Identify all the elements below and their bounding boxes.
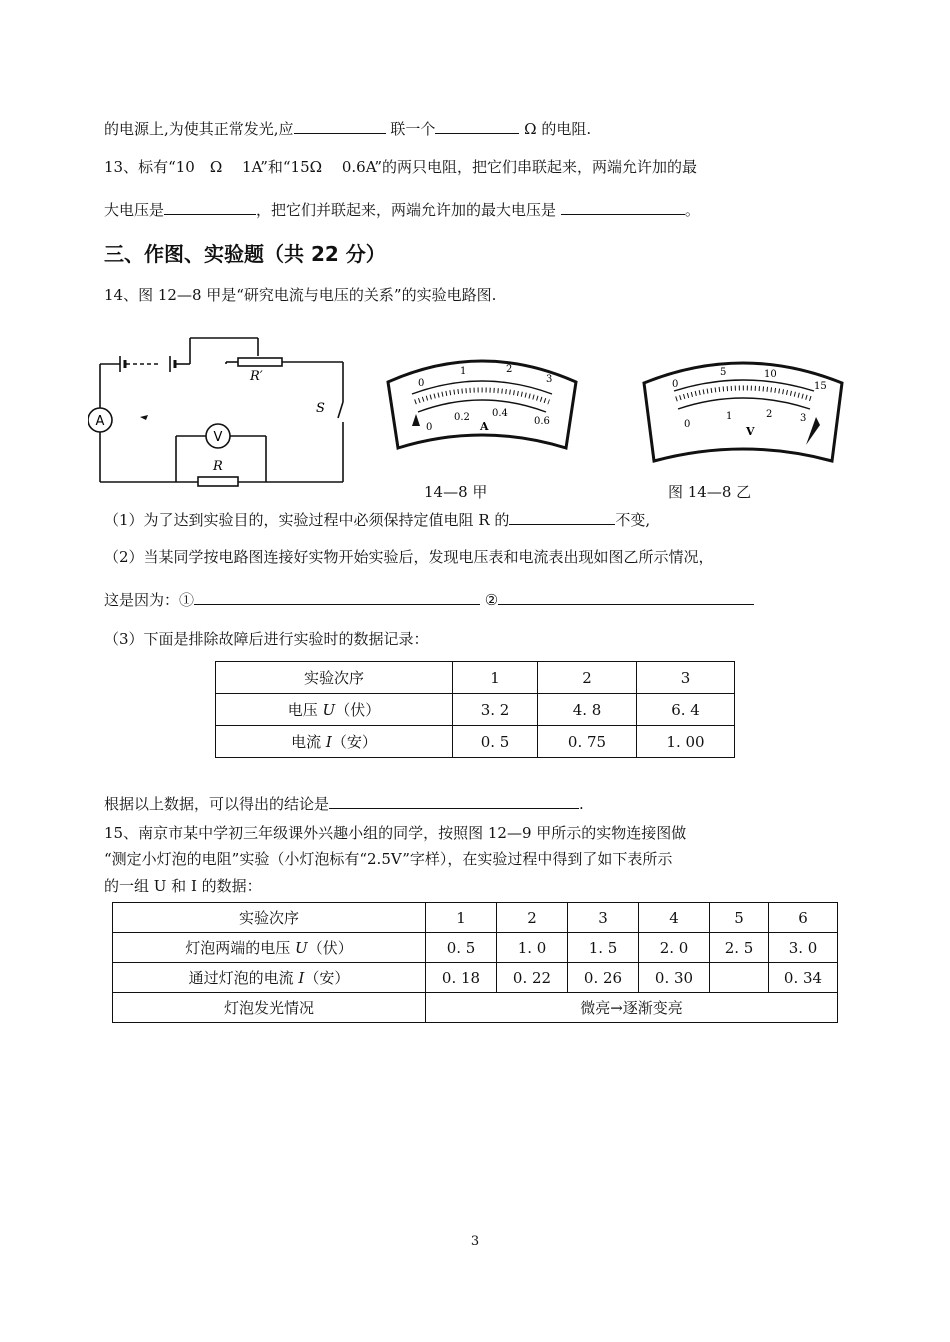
table-cell	[113, 933, 426, 963]
row-unit: （安）	[331, 733, 377, 751]
text: 大电压是	[104, 201, 165, 219]
table-cell: 实验次序	[216, 662, 453, 694]
text: 根据以上数据，可以得出的结论是	[104, 795, 330, 813]
page-number: 3	[470, 1234, 480, 1249]
ammeter-dial	[382, 352, 582, 470]
text: （1）为了达到实验目的，实验过程中必须保持定值电阻 R 的	[104, 511, 510, 529]
answer-blank[interactable]	[164, 200, 256, 215]
scale-label: 15	[814, 381, 827, 392]
table-row	[216, 726, 735, 758]
data-table-2	[112, 902, 838, 1023]
text: 。	[684, 201, 700, 219]
table-cell: 4. 8	[538, 694, 637, 726]
row-label: 电压	[287, 701, 323, 719]
scale-label: 0.6	[534, 416, 550, 427]
scale-label: 1	[726, 411, 733, 422]
table-cell	[216, 726, 453, 758]
text: 联一个	[390, 120, 436, 138]
answer-blank[interactable]	[329, 794, 579, 809]
question-13-cont	[104, 199, 700, 220]
text: ，把它们并联起来，两端允许加的最大电压是	[256, 201, 557, 219]
scale-label: 0	[684, 419, 691, 430]
row-label: 灯泡两端的电压	[185, 939, 296, 957]
data-table-1	[215, 661, 735, 758]
unit-label: V	[746, 425, 755, 438]
answer-blank[interactable]	[294, 119, 386, 134]
table-cell: 6. 4	[637, 694, 735, 726]
figure-caption: 14—8 甲	[424, 483, 488, 501]
table-row	[216, 694, 735, 726]
text: 这是因为：①	[104, 591, 195, 609]
text: .	[579, 795, 584, 813]
scale-label: 2	[506, 364, 513, 375]
table-cell: 0. 26	[568, 963, 639, 993]
section-heading: 三、作图、实验题（共 22 分）	[104, 242, 386, 266]
scale-label: 10	[764, 369, 777, 380]
resistor-label: R	[213, 459, 223, 474]
table-cell: 3. 2	[453, 694, 538, 726]
table-cell: 1. 5	[568, 933, 639, 963]
table-cell: 0. 22	[497, 963, 568, 993]
circuit-diagram	[88, 330, 363, 490]
scale-label: 0.4	[492, 408, 508, 419]
voltmeter-dial	[638, 355, 848, 473]
voltmeter-label: V	[213, 430, 223, 445]
table-cell: 0. 75	[538, 726, 637, 758]
scale-label: 0	[426, 422, 433, 433]
table-row	[113, 993, 838, 1023]
question-15-cont: “测定小灯泡的电阻”实验（小灯泡标有“2.5V”字样），在实验过程中得到了如下表所示	[104, 850, 673, 868]
text: ②	[484, 591, 499, 609]
table-row	[113, 933, 838, 963]
answer-blank[interactable]	[435, 119, 519, 134]
answer-blank[interactable]	[194, 590, 480, 605]
table-cell: 3	[637, 662, 735, 694]
scale-label: 3	[800, 413, 807, 424]
table-cell: 1	[453, 662, 538, 694]
ammeter-label: A	[95, 414, 105, 429]
row-unit: （伏）	[335, 701, 381, 719]
row-unit: （安）	[304, 969, 350, 987]
scale-label: 0.2	[454, 412, 470, 423]
table-cell: 0. 5	[426, 933, 497, 963]
row-label: 电流	[291, 733, 326, 751]
switch-label: S	[316, 401, 325, 416]
table-cell: 2. 5	[710, 933, 769, 963]
question-14-3: （3）下面是排除故障后进行实验时的数据记录：	[104, 630, 429, 648]
table-cell	[113, 963, 426, 993]
table-cell	[216, 694, 453, 726]
table-cell: 1. 00	[637, 726, 735, 758]
table-cell: 4	[639, 903, 710, 933]
table-cell: 微亮→逐渐变亮	[426, 993, 838, 1023]
table-header-row	[113, 903, 838, 933]
table-cell: 2	[497, 903, 568, 933]
table-cell: 2. 0	[639, 933, 710, 963]
table-cell	[710, 963, 769, 993]
text: 的电源上,为使其正常发光,应	[104, 120, 294, 138]
table-row	[113, 963, 838, 993]
unit-label: A	[480, 420, 489, 433]
figure-caption: 图 14—8 乙	[668, 483, 752, 501]
symbol-i: I	[298, 969, 305, 987]
question-13: 13、标有“10 Ω 1A”和“15Ω 0.6A”的两只电阻，把它们串联起来，两端允许加的最	[104, 158, 698, 176]
table-cell: 2	[538, 662, 637, 694]
table-cell: 0. 34	[769, 963, 838, 993]
question-15: 15、南京市某中学初三年级课外兴趣小组的同学，按照图 12—9 甲所示的实物连接图做	[104, 824, 687, 842]
text: Ω 的电阻.	[524, 120, 592, 138]
table-cell: 0. 18	[426, 963, 497, 993]
table-header-row	[216, 662, 735, 694]
scale-label: 0	[418, 378, 425, 389]
question-14-1	[104, 509, 650, 530]
table-cell: 灯泡发光情况	[113, 993, 426, 1023]
answer-blank[interactable]	[561, 200, 685, 215]
row-unit: （伏）	[307, 939, 353, 957]
scale-label: 5	[720, 367, 727, 378]
row-label: 通过灯泡的电流	[188, 969, 299, 987]
symbol-u: U	[322, 701, 336, 719]
table-cell: 0. 30	[639, 963, 710, 993]
question-14-2: （2）当某同学按电路图连接好实物开始实验后，发现电压表和电流表出现如图乙所示情况，	[104, 548, 714, 566]
conclusion-line	[104, 793, 584, 814]
scale-label: 1	[460, 366, 467, 377]
table-cell: 0. 5	[453, 726, 538, 758]
table-cell: 6	[769, 903, 838, 933]
table-cell: 3	[568, 903, 639, 933]
table-cell: 1	[426, 903, 497, 933]
scale-label: 0	[672, 379, 679, 390]
question-14: 14、图 12—8 甲是“研究电流与电压的关系”的实验电路图.	[104, 286, 497, 304]
arrow-icon	[140, 415, 148, 420]
answer-blank[interactable]	[498, 590, 754, 605]
question-15-cont: 的一组 U 和 I 的数据：	[104, 877, 262, 895]
symbol-i: I	[325, 733, 332, 751]
scale-label: 3	[546, 374, 553, 385]
table-cell: 实验次序	[113, 903, 426, 933]
table-cell: 5	[710, 903, 769, 933]
scale-label: 2	[766, 409, 773, 420]
text: 不变,	[615, 511, 651, 529]
table-cell: 3. 0	[769, 933, 838, 963]
question-14-2-cont	[104, 589, 754, 610]
answer-blank[interactable]	[509, 510, 615, 525]
text-line-1	[104, 118, 591, 139]
table-cell: 1. 0	[497, 933, 568, 963]
rheostat-label: R′	[250, 369, 263, 384]
symbol-u: U	[295, 939, 308, 957]
